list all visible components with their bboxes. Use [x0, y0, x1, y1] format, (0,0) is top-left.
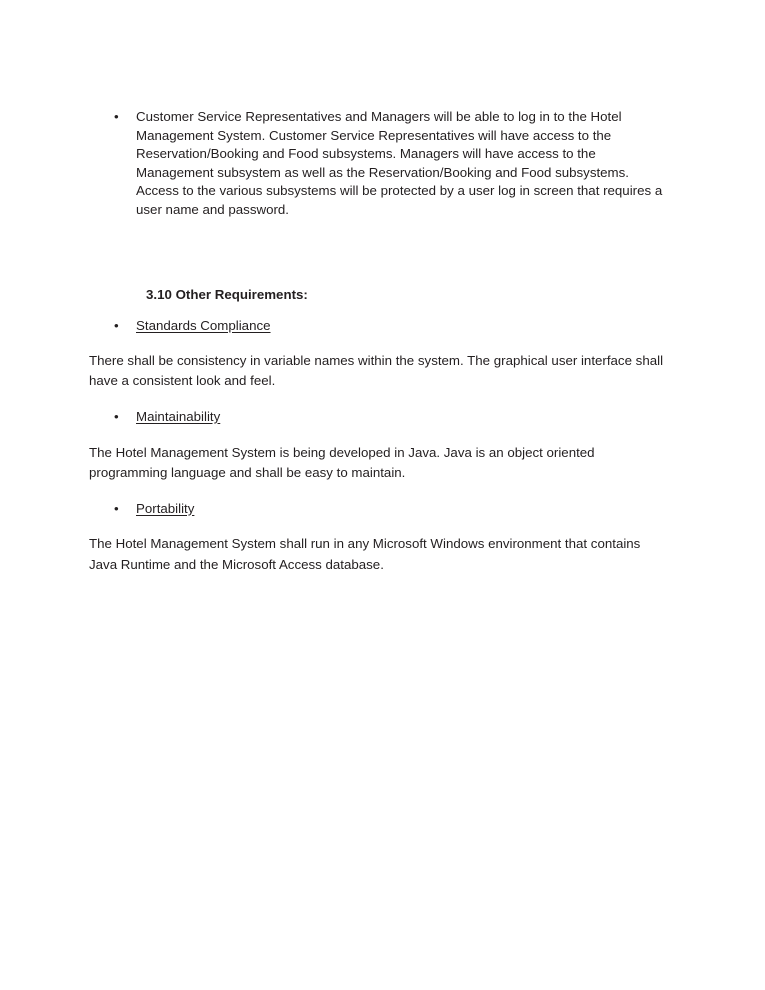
paragraph-maintainability: The Hotel Management System is being developed in Java. Java is an object oriented programming language and shall be easy to maintain.	[89, 444, 595, 481]
list-item-maintainability	[89, 408, 669, 427]
paragraph-portability: The Hotel Management System shall run in any Microsoft Windows environment that contains Java Runtime and the Microsoft Access database.	[89, 536, 641, 572]
paragraph-standards-compliance: There shall be consistency in variable names within the system. The graphical user interface shall have a consistent look and feel.	[89, 352, 664, 389]
bullet-marker-icon: •	[114, 318, 119, 334]
spacer	[89, 484, 669, 500]
spacer	[89, 392, 669, 408]
list-item-text: Portability	[136, 500, 195, 516]
spacer	[89, 518, 669, 534]
spacer	[89, 427, 669, 443]
list-item-text: Standards Compliance	[136, 318, 271, 334]
bullet-marker-icon: •	[114, 408, 119, 424]
list-item-text: Customer Service Representatives and Managers will be able to log in to the Hotel Management System. Customer Service Representatives will have access to the Reservation/Booking and Food subsystems. Managers will have access to the Management subsystem as well as the Reservation/Booking and Food subsystems. Access to the various subsystems will be protected by a user log in screen that requires a user name and password.	[136, 109, 663, 217]
document-body	[89, 108, 669, 576]
list-item-standards-compliance	[89, 317, 669, 336]
bullet-marker-icon: •	[114, 500, 119, 516]
spacer	[89, 304, 669, 317]
bullet-marker-icon: •	[114, 109, 119, 124]
spacer	[89, 336, 669, 351]
spacer	[89, 220, 669, 286]
list-item-access-control	[89, 108, 669, 220]
list-item-text: Maintainability	[136, 408, 221, 424]
section-heading-other-requirements: 3.10 Other Requirements:	[146, 286, 308, 302]
list-item-portability	[89, 500, 669, 519]
